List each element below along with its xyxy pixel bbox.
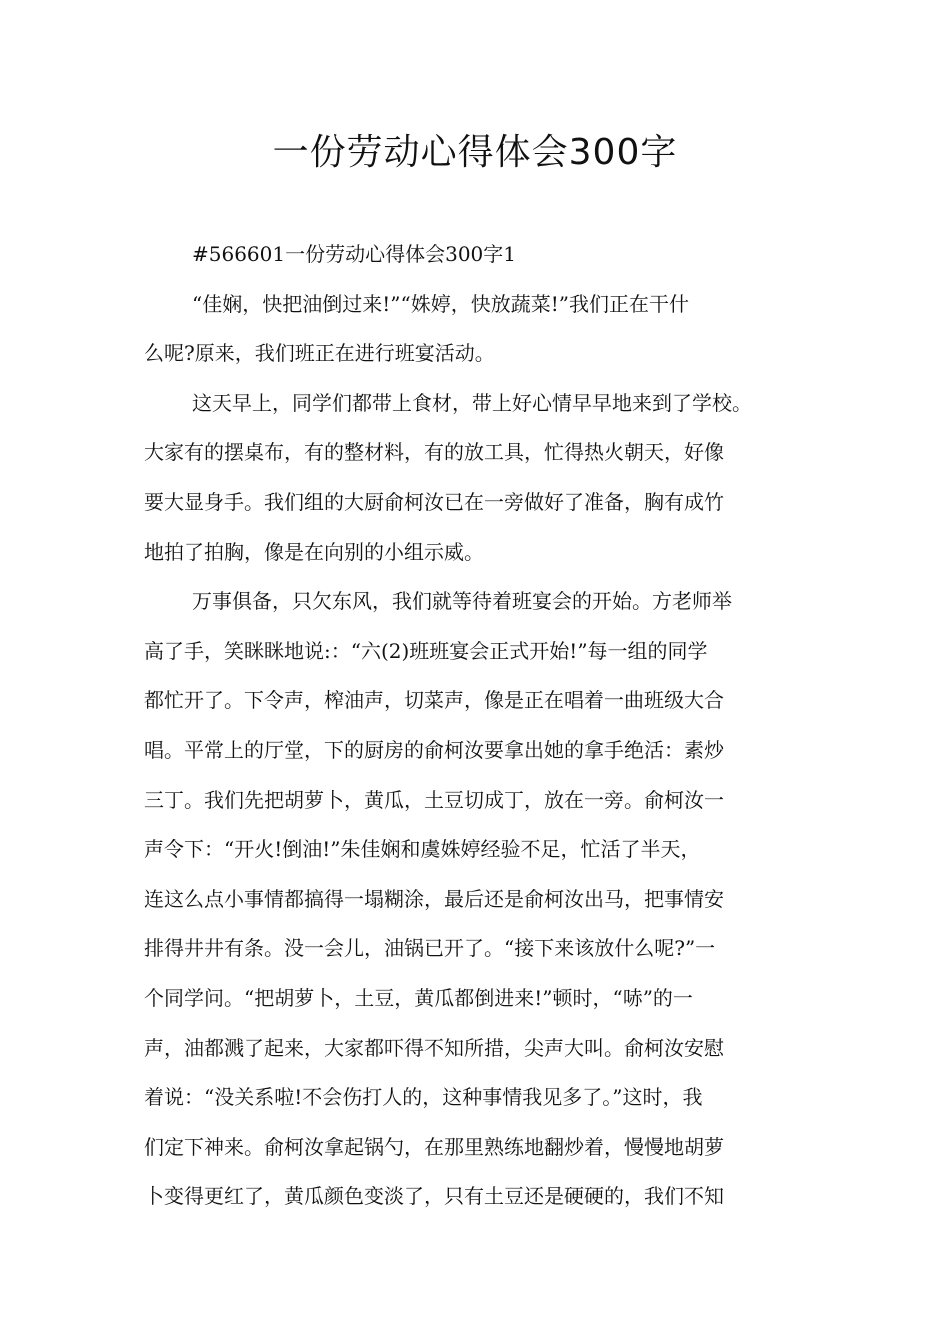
document-body	[144, 230, 824, 1222]
paragraph-line: 地拍了拍胸，像是在向别的小组示威。	[144, 539, 484, 564]
paragraph-line: 高了手，笑眯眯地说:：“六(2)班班宴会正式开始!”每一组的同学	[144, 638, 708, 663]
paragraph-line: 都忙开了。下令声，榨油声，切菜声，像是正在唱着一曲班级大合	[144, 688, 724, 713]
paragraph-line: 么呢?原来，我们班正在进行班宴活动。	[144, 341, 495, 366]
paragraph-line: 排得井井有条。没一会儿，油锅已开了。“接下来该放什么呢?”一	[144, 936, 716, 961]
document-title: 一份劳动心得体会300字	[272, 132, 678, 173]
paragraph-line: 个同学问。“把胡萝卜，土豆，黄瓜都倒进来!”顿时，“哧”的一	[144, 985, 693, 1010]
paragraph-line: #566601一份劳动心得体会300字1	[192, 242, 517, 266]
paragraph-line: 声令下：“开火!倒油!”朱佳娴和虞姝婷经验不足，忙活了半天，	[144, 837, 701, 862]
paragraph-line: 唱。平常上的厅堂，下的厨房的俞柯汝要拿出她的拿手绝活：素炒	[144, 737, 724, 762]
paragraph-line: 卜变得更红了，黄瓜颜色变淡了，只有土豆还是硬硬的，我们不知	[144, 1184, 724, 1209]
paragraph-line: 三丁。我们先把胡萝卜，黄瓜，土豆切成丁，放在一旁。俞柯汝一	[144, 787, 724, 812]
paragraph-line: 连这么点小事情都搞得一塌糊涂，最后还是俞柯汝出马，把事情安	[144, 886, 724, 911]
paragraph-line: 这天早上，同学们都带上食材，带上好心情早早地来到了学校。	[192, 390, 752, 415]
paragraph-heading	[144, 230, 824, 280]
paragraph	[144, 379, 824, 577]
paragraph-line: 万事俱备，只欠东风，我们就等待着班宴会的开始。方老师举	[192, 589, 732, 614]
paragraph-line: 们定下神来。俞柯汝拿起锅勺，在那里熟练地翻炒着，慢慢地胡萝	[144, 1134, 724, 1159]
paragraph-line: 声，油都溅了起来，大家都吓得不知所措，尖声大叫。俞柯汝安慰	[144, 1035, 724, 1060]
paragraph-line: 要大显身手。我们组的大厨俞柯汝已在一旁做好了准备，胸有成竹	[144, 489, 724, 514]
paragraph-line: “佳娴，快把油倒过来!”“姝婷，快放蔬菜!”我们正在干什	[192, 291, 689, 316]
paragraph	[144, 280, 824, 379]
paragraph-line: 着说：“没关系啦!不会伤打人的，这种事情我见多了。”这时，我	[144, 1085, 703, 1110]
paragraph-line: 大家有的摆桌布，有的整材料，有的放工具，忙得热火朝天，好像	[144, 440, 724, 465]
paragraph	[144, 577, 824, 1222]
